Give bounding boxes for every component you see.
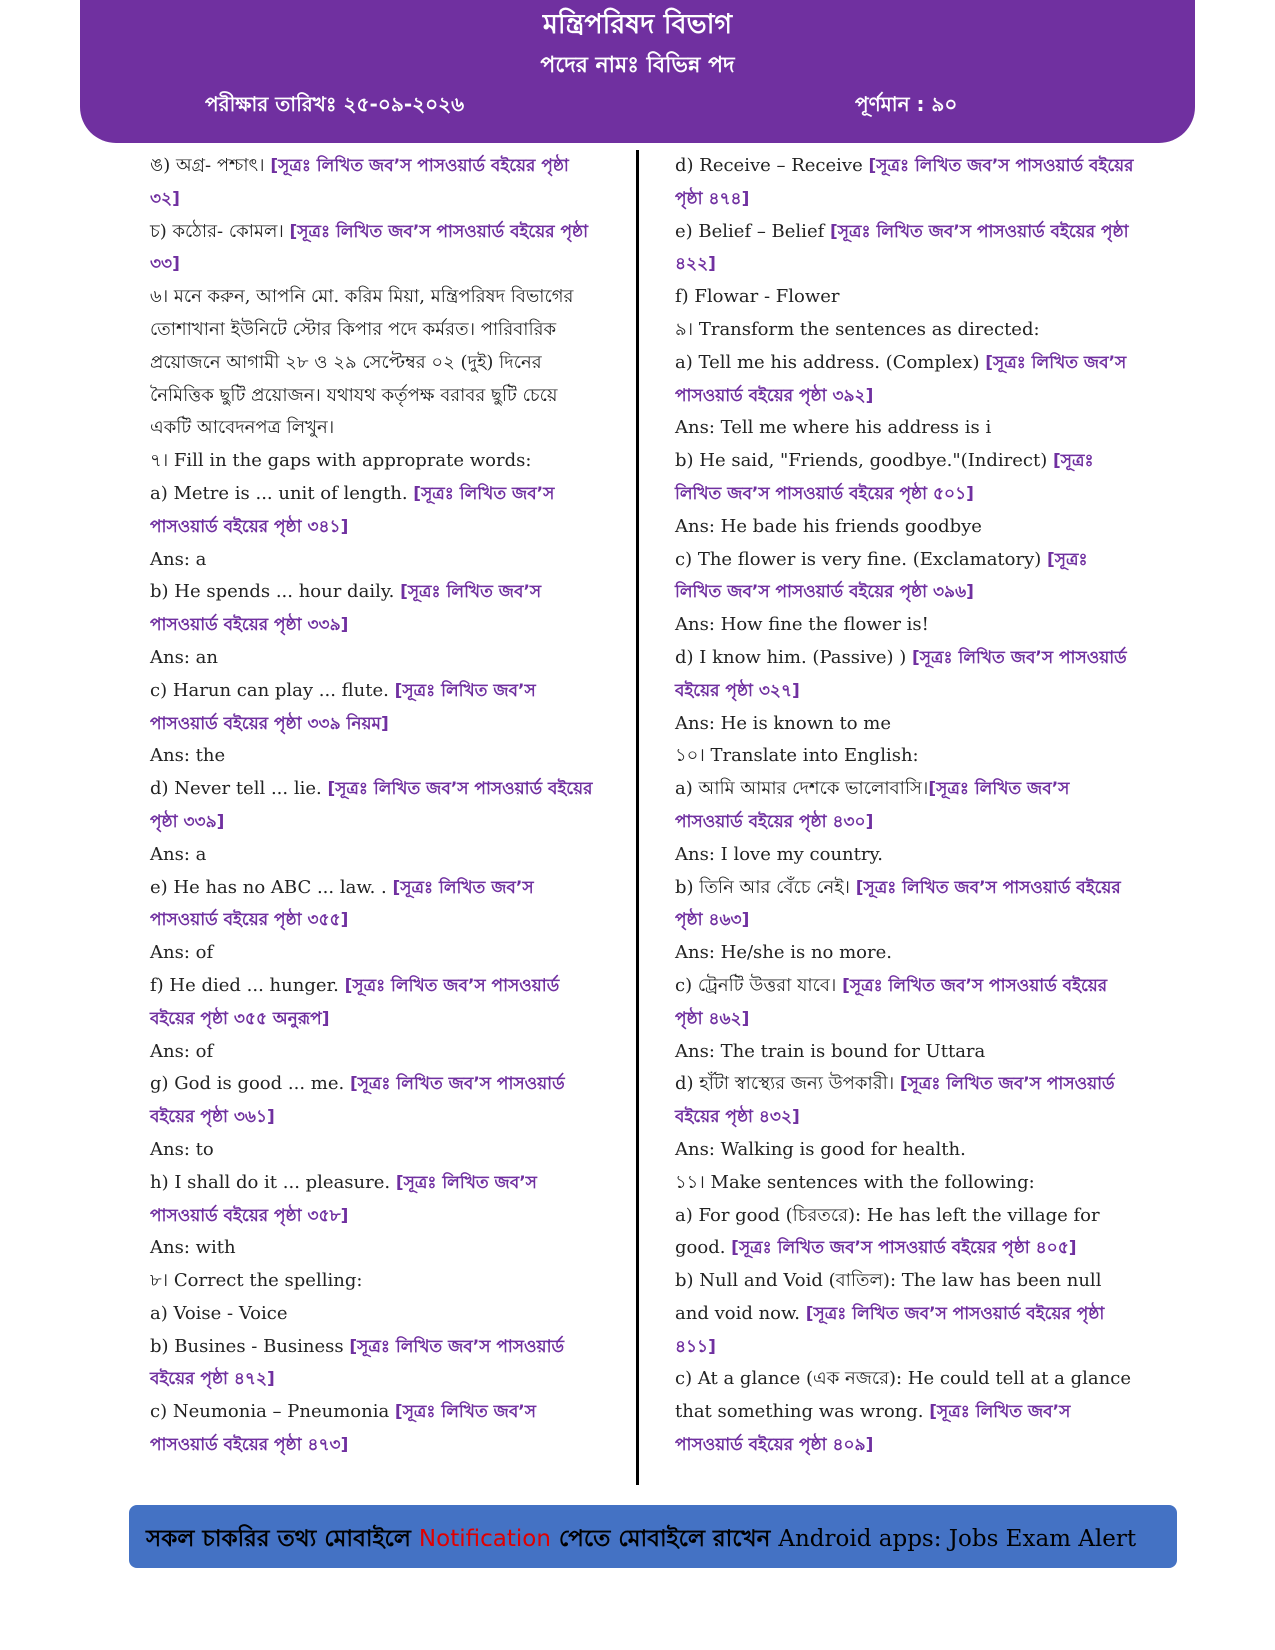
line-text: h) I shall do it ... pleasure. [150, 1171, 396, 1193]
question-line [675, 281, 1135, 314]
source-reference: [সূত্রঃ লিখিত জব’স পাসওয়ার্ড বইয়ের পৃষ্ঠা ৪০৫] [731, 1238, 1077, 1259]
full-marks: পূর্ণমান : ৯০ [855, 92, 958, 116]
source-reference: [সূত্রঃ লিখিত জব’স পাসওয়ার্ড বইয়ের পৃষ্ঠা ৪২২] [675, 221, 1129, 275]
question-line [150, 970, 595, 1036]
source-reference: [সূত্রঃ লিখিত জব’স পাসওয়ার্ড বইয়ের পৃষ্ঠা ৪৭৪] [675, 156, 1134, 209]
line-text: চ) কঠোর- কোমল। [150, 220, 290, 242]
source-reference: [সূত্রঃ লিখিত জব’স পাসওয়ার্ড বইয়ের পৃষ্ঠা ৩৬১] [150, 1074, 565, 1128]
exam-date: পরীক্ষার তারিখঃ ২৫-০৯-২০২৬ [205, 92, 465, 116]
question-line [675, 1363, 1135, 1461]
line-text: Ans: He/she is no more. [675, 942, 892, 964]
question-line [675, 1167, 1135, 1200]
line-text: Ans: The train is bound for Uttara [675, 1040, 986, 1062]
line-text: d) হাঁটা স্বাস্থ্যের জন্য উপকারী। [675, 1073, 900, 1095]
line-text: c) Harun can play ... flute. [150, 679, 395, 701]
column-divider [636, 150, 639, 1485]
line-text: a) Voise - Voice [150, 1302, 288, 1324]
question-line [150, 937, 595, 970]
question-line [675, 347, 1135, 413]
question-line [675, 1200, 1135, 1266]
line-text: Ans: of [150, 942, 214, 964]
line-text: Ans: an [150, 646, 218, 668]
line-text: b) He spends ... hour daily. [150, 581, 401, 603]
line-text: e) He has no ABC ... law. . [150, 876, 393, 898]
question-line [150, 150, 595, 216]
question-line [675, 740, 1135, 773]
line-text: d) I know him. (Passive) ) [675, 646, 913, 668]
line-text: c) Neumonia – Pneumonia [150, 1401, 395, 1423]
left-column [150, 150, 595, 1462]
line-text: Ans: He is known to me [675, 712, 891, 734]
question-line [150, 1036, 595, 1069]
line-text: Ans: the [150, 745, 226, 767]
source-reference: [সূত্রঃ লিখিত জব’স পাসওয়ার্ড বইয়ের পৃষ্ঠা ৩৯২] [675, 352, 1127, 406]
line-text: c) ট্রেনটি উত্তরা যাবে। [675, 974, 843, 996]
line-text: e) Belief – Belief [675, 220, 830, 242]
source-reference: [সূত্রঃ লিখিত জব’স পাসওয়ার্ড বইয়ের পৃষ্ঠা ৩৫৫ অনুরূপ] [150, 975, 560, 1029]
right-column [675, 150, 1135, 1462]
question-line [675, 937, 1135, 970]
source-reference: [সূত্রঃ লিখিত জব’স পাসওয়ার্ড বইয়ের পৃষ্ঠা ৩৩৯] [150, 582, 542, 636]
question-line [150, 1331, 595, 1397]
source-reference: [সূত্রঃ লিখিত জব’স পাসওয়ার্ড বইয়ের পৃষ্ঠা ৩৯৬] [675, 549, 1088, 603]
question-line [150, 281, 595, 445]
question-line [675, 609, 1135, 642]
footer-highlight: Notification [418, 1526, 551, 1552]
question-line [675, 839, 1135, 872]
question-line [150, 773, 595, 839]
line-text: c) At a glance (এক নজরে): He could tell at a glance that something was wrong. [675, 1368, 1131, 1423]
question-line [675, 1134, 1135, 1167]
question-line [150, 740, 595, 773]
question-line [675, 970, 1135, 1036]
source-reference: [সূত্রঃ লিখিত জব’স পাসওয়ার্ড বইয়ের পৃষ্ঠা ৪৩০] [675, 779, 1070, 832]
question-line [675, 773, 1135, 839]
question-line [150, 1298, 595, 1331]
source-reference: [সূত্রঃ লিখিত জব’স পাসওয়ার্ড বইয়ের পৃষ্ঠা ৪৭২] [150, 1336, 565, 1390]
question-line [675, 642, 1135, 708]
line-text: Ans: Tell me where his address is i [675, 417, 992, 439]
question-line [150, 1265, 595, 1298]
line-text: f) He died ... hunger. [150, 974, 345, 996]
department-title: মন্ত্রিপরিষদ বিভাগ [542, 9, 733, 40]
line-text: ৭। Fill in the gaps with approprate words: [150, 450, 532, 472]
footer-app-name: Android apps: Jobs Exam Alert [778, 1526, 1137, 1552]
question-line [675, 511, 1135, 544]
question-line [150, 576, 595, 642]
question-line [675, 314, 1135, 347]
question-line [675, 544, 1135, 610]
line-text: a) আমি আমার দেশকে ভালোবাসি। [675, 778, 929, 800]
header-banner [80, 0, 1195, 143]
line-text: Ans: How fine the flower is! [675, 614, 929, 636]
line-text: Ans: Walking is good for health. [675, 1138, 966, 1160]
line-text: Ans: a [150, 548, 207, 570]
question-line [150, 872, 595, 938]
line-text: Ans: I love my country. [675, 843, 883, 865]
line-text: b) তিনি আর বেঁচে নেই। [675, 876, 856, 898]
question-line [675, 412, 1135, 445]
source-reference: [সূত্রঃ লিখিত জব’স পাসওয়ার্ড বইয়ের পৃষ্ঠা ৪৬২] [675, 975, 1108, 1029]
line-text: a) Tell me his address. (Complex) [675, 351, 986, 373]
source-reference: [সূত্রঃ লিখিত জব’স পাসওয়ার্ড বইয়ের পৃষ্ঠা ৩৪১] [150, 483, 555, 537]
question-line [675, 1068, 1135, 1134]
source-reference: [সূত্রঃ লিখিত জব’স পাসওয়ার্ড বইয়ের পৃষ্ঠা ৪৬৩] [675, 877, 1121, 931]
line-text: ৮। Correct the spelling: [150, 1270, 363, 1292]
question-line [150, 478, 595, 544]
source-reference: [সূত্রঃ লিখিত জব’স পাসওয়ার্ড বইয়ের পৃষ্ঠা ৩২৭] [675, 647, 1127, 701]
question-line [150, 1167, 595, 1233]
source-reference: [সূত্রঃ লিখিত জব’স পাসওয়ার্ড বইয়ের পৃষ্ঠা ৪১১] [675, 1303, 1105, 1357]
line-text: c) The flower is very fine. (Exclamatory) [675, 548, 1048, 570]
source-reference: [সূত্রঃ লিখিত জব’স পাসওয়ার্ড বইয়ের পৃষ্ঠা ৪৩২] [675, 1074, 1115, 1128]
line-text: a) Metre is ... unit of length. [150, 482, 414, 504]
source-reference: [সূত্রঃ লিখিত জব’স পাসওয়ার্ড বইয়ের পৃষ্ঠা ৩৩৯ নিয়ম] [150, 680, 536, 734]
line-text: ৬। মনে করুন, আপনি মো. করিম মিয়া, মন্ত্রিপরিষদ বিভাগের তোশাখানা ইউনিটে স্টোর কিপার পদে কর্মরত। পারিবারিক প্রয়োজনে আগামী ২৮ ও ২৯ সেপ্টেম্বর ০২ (দুই) দিনের নৈমিত্তিক ছুটি প্রয়োজন। যথাযথ কর্তৃপক্ষ বরাবর ছুটি চেয়ে একটি আবেদনপত্র লিখুন। [150, 286, 574, 439]
line-text: ঙ) অগ্র- পশ্চাৎ। [150, 155, 271, 176]
question-line [150, 1068, 595, 1134]
line-text: ১১। Make sentences with the following: [675, 1171, 1035, 1193]
line-text: b) He said, "Friends, goodbye."(Indirect) [675, 450, 1053, 472]
question-line [150, 675, 595, 741]
question-line [675, 445, 1135, 511]
question-line [675, 216, 1135, 282]
line-text: Ans: of [150, 1040, 214, 1062]
footer-banner [129, 1505, 1177, 1568]
line-text: ১০। Translate into English: [675, 745, 919, 767]
line-text: b) Busines - Business [150, 1335, 350, 1357]
question-line [150, 1396, 595, 1462]
question-line [150, 839, 595, 872]
line-text: b) Null and Void (বাতিল): The law has been null and void now. [675, 1270, 1102, 1324]
question-line [150, 544, 595, 577]
line-text: g) God is good ... me. [150, 1073, 350, 1095]
line-text: d) Receive – Receive [675, 155, 869, 176]
line-text: Ans: a [150, 843, 207, 865]
footer-middle: পেতে মোবাইলে রাখেন [550, 1526, 779, 1552]
question-line [675, 1265, 1135, 1363]
question-line [675, 708, 1135, 741]
footer-prefix: সকল চাকরির তথ্য মোবাইলে [146, 1526, 419, 1552]
line-text: Ans: He bade his friends goodbye [675, 515, 982, 537]
source-reference: [সূত্রঃ লিখিত জব’স পাসওয়ার্ড বইয়ের পৃষ্ঠা ৩৩] [150, 221, 589, 275]
line-text: a) For good (চিরতরে): He has left the village for good. [675, 1204, 1100, 1259]
question-line [675, 150, 1135, 216]
question-line [675, 1036, 1135, 1069]
source-reference: [সূত্রঃ লিখিত জব’স পাসওয়ার্ড বইয়ের পৃষ্ঠা ৩২] [150, 156, 569, 209]
post-name: পদের নামঃ বিভিন্ন পদ [540, 53, 735, 78]
question-line [150, 1134, 595, 1167]
line-text: d) Never tell ... lie. [150, 778, 328, 800]
question-line [150, 1232, 595, 1265]
source-reference: [সূত্রঃ লিখিত জব’স পাসওয়ার্ড বইয়ের পৃষ্ঠা ৪৭৩] [150, 1402, 536, 1456]
question-line [150, 445, 595, 478]
source-reference: [সূত্রঃ লিখিত জব’স পাসওয়ার্ড বইয়ের পৃষ্ঠা ৫০১] [675, 451, 1094, 504]
source-reference: [সূত্রঃ লিখিত জব’স পাসওয়ার্ড বইয়ের পৃষ্ঠা ৩৫৮] [150, 1172, 537, 1226]
source-reference: [সূত্রঃ লিখিত জব’স পাসওয়ার্ড বইয়ের পৃষ্ঠা ৪০৯] [675, 1402, 1071, 1456]
source-reference: [সূত্রঃ লিখিত জব’স পাসওয়ার্ড বইয়ের পৃষ্ঠা ৩৩৯] [150, 779, 593, 832]
question-line [150, 642, 595, 675]
question-line [150, 216, 595, 282]
line-text: Ans: to [150, 1138, 214, 1160]
footer-text [146, 1520, 1136, 1559]
question-line [675, 872, 1135, 938]
line-text: f) Flowar - Flower [675, 286, 840, 308]
line-text: ৯। Transform the sentences as directed: [675, 318, 1040, 340]
line-text: Ans: with [150, 1237, 236, 1259]
source-reference: [সূত্রঃ লিখিত জব’স পাসওয়ার্ড বইয়ের পৃষ্ঠা ৩৫৫] [150, 877, 534, 931]
